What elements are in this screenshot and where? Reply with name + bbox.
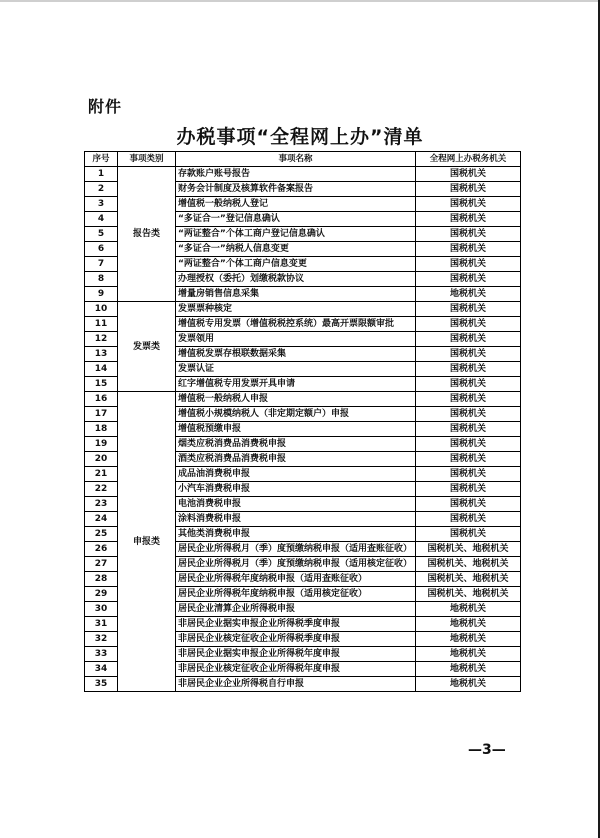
row-number: 15	[85, 377, 118, 392]
item-agency: 国税机关、地税机关	[416, 557, 521, 572]
item-agency: 国税机关	[416, 512, 521, 527]
item-name: 小汽车消费税申报	[176, 482, 416, 497]
item-agency: 地税机关	[416, 287, 521, 302]
table-row	[85, 302, 521, 317]
header-name: 事项名称	[176, 152, 416, 167]
item-name: 居民企业所得税月（季）度预缴纳税申报（适用核定征收）	[176, 557, 416, 572]
row-number: 17	[85, 407, 118, 422]
row-number: 20	[85, 452, 118, 467]
item-agency: 国税机关	[416, 257, 521, 272]
item-agency: 国税机关	[416, 167, 521, 182]
item-name: 增值税专用发票（增值税税控系统）最高开票限额审批	[176, 317, 416, 332]
item-name: 涂料消费税申报	[176, 512, 416, 527]
item-agency: 国税机关	[416, 182, 521, 197]
item-name: 增值税一般纳税人登记	[176, 197, 416, 212]
item-agency: 地税机关	[416, 617, 521, 632]
table-header-row	[85, 152, 521, 167]
row-number: 10	[85, 302, 118, 317]
item-name: “多证合一”登记信息确认	[176, 212, 416, 227]
item-agency: 国税机关	[416, 212, 521, 227]
scan-top-edge	[0, 0, 600, 2]
item-agency: 国税机关	[416, 227, 521, 242]
item-name: 发票认证	[176, 362, 416, 377]
header-no: 序号	[85, 152, 118, 167]
item-agency: 国税机关	[416, 437, 521, 452]
item-name: 存款账户账号报告	[176, 167, 416, 182]
row-number: 18	[85, 422, 118, 437]
item-name: 增量房销售信息采集	[176, 287, 416, 302]
category-cell: 报告类	[118, 167, 176, 302]
row-number: 16	[85, 392, 118, 407]
row-number: 33	[85, 647, 118, 662]
row-number: 21	[85, 467, 118, 482]
row-number: 35	[85, 677, 118, 692]
header-category: 事项类别	[118, 152, 176, 167]
item-name: 居民企业清算企业所得税申报	[176, 602, 416, 617]
item-agency: 国税机关、地税机关	[416, 542, 521, 557]
row-number: 25	[85, 527, 118, 542]
item-agency: 地税机关	[416, 632, 521, 647]
row-number: 12	[85, 332, 118, 347]
row-number: 11	[85, 317, 118, 332]
item-name: 非居民企业核定征收企业所得税季度申报	[176, 632, 416, 647]
item-agency: 国税机关	[416, 377, 521, 392]
item-name: 发票票种核定	[176, 302, 416, 317]
item-name: 非居民企业企业所得税自行申报	[176, 677, 416, 692]
item-name: 酒类应税消费品消费税申报	[176, 452, 416, 467]
items-table	[84, 151, 521, 692]
item-agency: 国税机关	[416, 482, 521, 497]
item-agency: 国税机关	[416, 242, 521, 257]
item-name: 电池消费税申报	[176, 497, 416, 512]
table-row	[85, 167, 521, 182]
row-number: 30	[85, 602, 118, 617]
item-name: 财务会计制度及核算软件备案报告	[176, 182, 416, 197]
item-agency: 国税机关、地税机关	[416, 587, 521, 602]
item-name: 红字增值税专用发票开具申请	[176, 377, 416, 392]
item-name: 增值税小规模纳税人（非定期定额户）申报	[176, 407, 416, 422]
item-agency: 国税机关	[416, 317, 521, 332]
item-name: 增值税发票存根联数据采集	[176, 347, 416, 362]
item-agency: 国税机关	[416, 302, 521, 317]
item-name: 居民企业所得税年度纳税申报（适用查账征收）	[176, 572, 416, 587]
item-name: 非居民企业据实申报企业所得税年度申报	[176, 647, 416, 662]
item-agency: 国税机关	[416, 527, 521, 542]
item-agency: 国税机关	[416, 272, 521, 287]
item-agency: 国税机关	[416, 452, 521, 467]
header-agency: 全程网上办税务机关	[416, 152, 521, 167]
row-number: 28	[85, 572, 118, 587]
row-number: 13	[85, 347, 118, 362]
item-name: 发票领用	[176, 332, 416, 347]
row-number: 7	[85, 257, 118, 272]
item-agency: 国税机关	[416, 407, 521, 422]
row-number: 4	[85, 212, 118, 227]
item-name: “两证整合”个体工商户登记信息确认	[176, 227, 416, 242]
item-name: 增值税一般纳税人申报	[176, 392, 416, 407]
item-agency: 国税机关、地税机关	[416, 572, 521, 587]
row-number: 6	[85, 242, 118, 257]
row-number: 8	[85, 272, 118, 287]
row-number: 14	[85, 362, 118, 377]
item-agency: 国税机关	[416, 347, 521, 362]
row-number: 24	[85, 512, 118, 527]
item-name: 非居民企业据实申报企业所得税季度申报	[176, 617, 416, 632]
table-row	[85, 392, 521, 407]
attachment-label: 附件	[88, 97, 123, 116]
row-number: 2	[85, 182, 118, 197]
row-number: 23	[85, 497, 118, 512]
item-name: 成品油消费税申报	[176, 467, 416, 482]
item-name: 居民企业所得税年度纳税申报（适用核定征收）	[176, 587, 416, 602]
category-cell: 申报类	[118, 392, 176, 692]
item-name: “两证整合”个体工商户信息变更	[176, 257, 416, 272]
item-name: 非居民企业核定征收企业所得税年度申报	[176, 662, 416, 677]
item-agency: 国税机关	[416, 497, 521, 512]
item-name: 居民企业所得税月（季）度预缴纳税申报（适用查账征收）	[176, 542, 416, 557]
row-number: 27	[85, 557, 118, 572]
row-number: 1	[85, 167, 118, 182]
row-number: 5	[85, 227, 118, 242]
page-number: —3—	[468, 742, 506, 758]
row-number: 31	[85, 617, 118, 632]
row-number: 9	[85, 287, 118, 302]
item-agency: 国税机关	[416, 422, 521, 437]
document-title: 办税事项“全程网上办”清单	[176, 126, 424, 148]
item-agency: 国税机关	[416, 332, 521, 347]
item-name: 烟类应税消费品消费税申报	[176, 437, 416, 452]
row-number: 32	[85, 632, 118, 647]
item-agency: 国税机关	[416, 197, 521, 212]
item-agency: 国税机关	[416, 467, 521, 482]
row-number: 22	[85, 482, 118, 497]
item-name: 其他类消费税申报	[176, 527, 416, 542]
item-name: 办理授权（委托）划缴税款协议	[176, 272, 416, 287]
table-body	[85, 167, 521, 692]
item-agency: 地税机关	[416, 647, 521, 662]
item-agency: 国税机关	[416, 362, 521, 377]
item-agency: 地税机关	[416, 602, 521, 617]
category-cell: 发票类	[118, 302, 176, 392]
row-number: 29	[85, 587, 118, 602]
row-number: 34	[85, 662, 118, 677]
row-number: 19	[85, 437, 118, 452]
item-name: “多证合一”纳税人信息变更	[176, 242, 416, 257]
item-agency: 地税机关	[416, 677, 521, 692]
item-agency: 地税机关	[416, 662, 521, 677]
row-number: 3	[85, 197, 118, 212]
item-agency: 国税机关	[416, 392, 521, 407]
item-name: 增值税预缴申报	[176, 422, 416, 437]
row-number: 26	[85, 542, 118, 557]
